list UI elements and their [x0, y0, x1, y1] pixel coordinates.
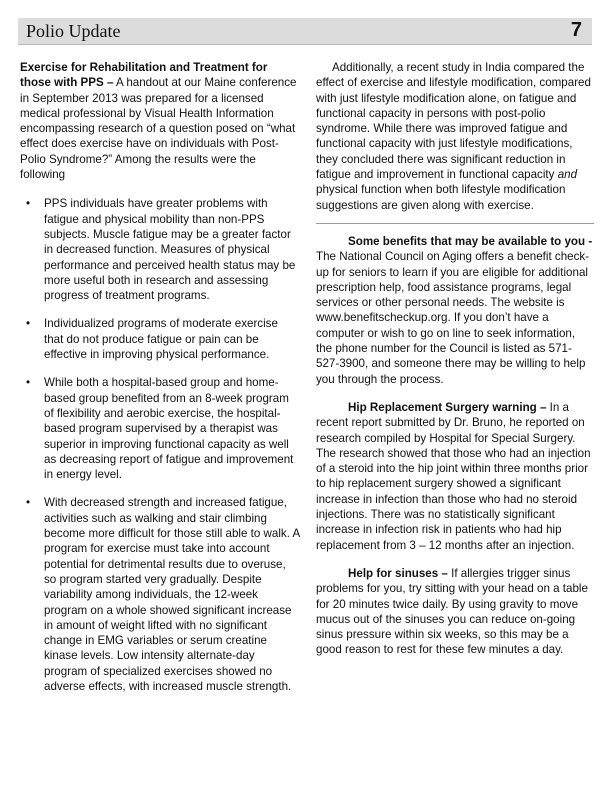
- left-column: [20, 60, 300, 707]
- section-divider: [316, 223, 594, 224]
- sinus-text: If allergies trigger sinus problems for you, try sitting with your head on a table for 20 minutes twice daily. By using gravity to move mucus out of the sinuses you can reduce on-going sinus pressure within six weeks, so this may be a good reason to rest for these few minutes a day.: [316, 566, 588, 657]
- sinus-paragraph: [316, 566, 594, 658]
- list-item-text: PPS individuals have greater problems with fatigue and physical mobility than non-PPS subjects. Muscle fatigue may be a greater factor in decreased function. Measures of physical performance and perceived health status may be more useful both in research and assessing progress of treatment programs.: [44, 197, 296, 303]
- bullet-icon: •: [26, 197, 31, 211]
- results-list: [20, 196, 300, 694]
- benefits-heading: Some benefits that may be available to you -: [348, 234, 593, 248]
- sinus-heading: Help for sinuses –: [348, 566, 448, 580]
- right-column: [316, 60, 594, 658]
- india-study-emphasis: and: [557, 168, 578, 182]
- benefits-paragraph: [316, 234, 594, 387]
- page-number: 7: [570, 19, 582, 41]
- bullet-icon: •: [26, 317, 31, 331]
- india-study-text-a: Additionally, a recent study in India compared the effect of exercise and lifestyle modification, compared with just lifestyle modification alone, on fatigue and functional capacity in persons with post-polio syndrome. While there was improved fatigue and functional capacity with just lifestyle modifications, they concluded there was significant reduction in fatigue and improvement in functional capacity: [316, 61, 591, 182]
- exercise-article-heading-line1: Exercise for Rehabilitation and Treatment for: [20, 61, 268, 74]
- page-header: [18, 18, 592, 45]
- benefits-text: The National Council on Aging offers a benefit check-up for seniors to learn if you are eligible for additional prescription help, food assistance programs, legal services or other personal needs. The website is www.benefitscheckup.org. If you don’t have a computer or wish to go on line to seek information, the phone number for the Council is listed as 571-527-3900, and someone there may be willing to help you through the process.: [316, 250, 590, 386]
- exercise-article-heading-line2: those with PPS –: [20, 76, 114, 90]
- list-item-text: With decreased strength and increased fatigue, activities such as walking and stair climbing become more difficult for those still able to walk. A program for exercise must take into account potential for detrimental results due to overuse, so program started very gradually. Despite variability among individuals, the 12-week program on a whole showed significant increase in amount of weight lifted with no significant change in EMG variables or serum creatine kinase levels. Low intensity alternate-day program of specialized exercises showed no adverse effects, with increased muscle strength.: [44, 496, 300, 693]
- list-item-text: While both a hospital-based group and home-based group benefited from an 8-week program of flexibility and aerobic exercise, the hospital-based program supervised by a therapist was superior in improving functional capacity as well as decreasing report of fatigue and improvement in energy level.: [44, 376, 294, 482]
- hip-replacement-text: In a recent report submitted by Dr. Bruno, he reported on research compiled by Hospital for Special Surgery. The research showed that those who had an injection of a steroid into the hip joint within three months prior to hip replacement surgery showed a significant increase in infection than those who had no steroid injections. There was no statistically significant increase in infection risk in patients who had hip replacement from 3 – 12 months after an injection.: [316, 400, 591, 552]
- exercise-article-intro-text: A handout at our Maine conference in September 2013 was prepared for a licensed medical professional by Visual Health Information encompassing research of a question posed on “what effect does exercise have on individuals with Post-Polio Syndrome?” Among the results were the following: [20, 76, 297, 182]
- exercise-article-intro: [20, 60, 300, 182]
- list-item: [20, 316, 300, 362]
- newsletter-title: Polio Update: [26, 21, 121, 41]
- bullet-icon: •: [26, 376, 31, 390]
- hip-replacement-heading: Hip Replacement Surgery warning –: [348, 400, 547, 414]
- bullet-icon: •: [26, 496, 31, 510]
- list-item: [20, 196, 300, 303]
- hip-replacement-paragraph: [316, 400, 594, 553]
- india-study-paragraph: [316, 60, 594, 213]
- list-item: [20, 375, 300, 482]
- list-item-text: Individualized programs of moderate exercise that do not produce fatigue or pain can be effective in improving physical performance.: [44, 317, 278, 362]
- list-item: [20, 495, 300, 694]
- india-study-text-b: physical function when both lifestyle modification suggestions are given along with exercise.: [316, 183, 566, 212]
